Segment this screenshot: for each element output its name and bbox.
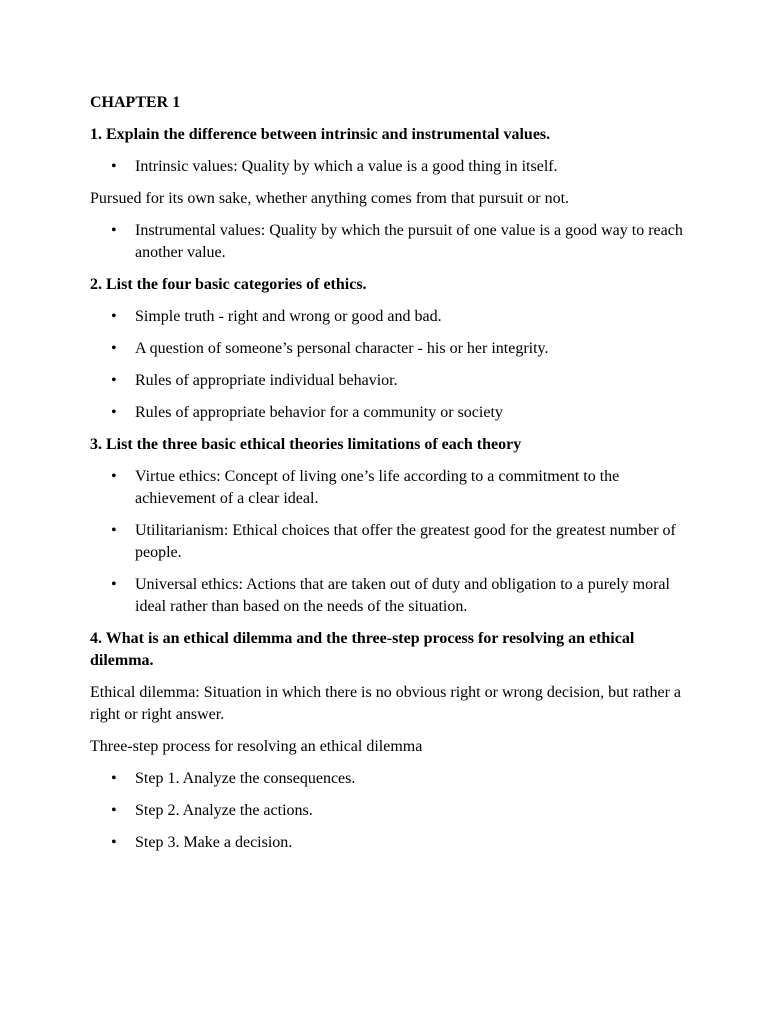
bullet-icon: •	[111, 576, 117, 593]
list-item	[90, 800, 690, 822]
question-2-list	[90, 306, 690, 424]
question-4-paragraph-1: Ethical dilemma: Situation in which there is no obvious right or wrong decision, but rather a right or right answer.	[90, 684, 681, 723]
list-item-text: Rules of appropriate behavior for a community or society	[135, 404, 503, 421]
question-1-paragraph: Pursued for its own sake, whether anything comes from that pursuit or not.	[90, 190, 570, 207]
question-3-heading: 3. List the three basic ethical theories limitations of each theory	[90, 436, 522, 453]
question-1-list-b	[90, 220, 690, 264]
question-1-heading: 1. Explain the difference between intrinsic and instrumental values.	[90, 126, 551, 143]
list-item-text: Step 3. Make a decision.	[135, 834, 293, 851]
question-4-heading: 4. What is an ethical dilemma and the three-step process for resolving an ethical dilemma.	[90, 630, 635, 669]
question-4-paragraph-2: Three-step process for resolving an ethical dilemma	[90, 738, 423, 755]
list-item-text: Simple truth - right and wrong or good and bad.	[135, 308, 442, 325]
list-item	[90, 832, 690, 854]
list-item	[90, 574, 690, 618]
bullet-icon: •	[111, 770, 117, 787]
list-item-text: Universal ethics: Actions that are taken out of duty and obligation to a purely moral ideal rather than based on the needs of the situation.	[135, 576, 670, 615]
question-3-list	[90, 466, 690, 618]
bullet-icon: •	[111, 468, 117, 485]
list-item-text: Intrinsic values: Quality by which a value is a good thing in itself.	[135, 158, 558, 175]
bullet-icon: •	[111, 834, 117, 851]
list-item	[90, 402, 690, 424]
list-item	[90, 370, 690, 392]
list-item-text: Rules of appropriate individual behavior.	[135, 372, 398, 389]
question-2-heading: 2. List the four basic categories of ethics.	[90, 276, 367, 293]
list-item	[90, 768, 690, 790]
list-item	[90, 220, 690, 264]
document-body	[90, 92, 690, 864]
list-item-text: Instrumental values: Quality by which the pursuit of one value is a good way to reach another value.	[135, 222, 683, 261]
bullet-icon: •	[111, 404, 117, 421]
bullet-icon: •	[111, 340, 117, 357]
list-item	[90, 466, 690, 510]
list-item-text: Utilitarianism: Ethical choices that offer the greatest good for the greatest number of people.	[135, 522, 676, 561]
bullet-icon: •	[111, 222, 117, 239]
bullet-icon: •	[111, 372, 117, 389]
list-item-text: Virtue ethics: Concept of living one’s life according to a commitment to the achievement of a clear ideal.	[135, 468, 620, 507]
list-item	[90, 156, 690, 178]
list-item	[90, 306, 690, 328]
list-item	[90, 520, 690, 564]
bullet-icon: •	[111, 802, 117, 819]
list-item	[90, 338, 690, 360]
chapter-title: CHAPTER 1	[90, 94, 181, 111]
bullet-icon: •	[111, 522, 117, 539]
list-item-text: Step 2. Analyze the actions.	[135, 802, 313, 819]
list-item-text: A question of someone’s personal character - his or her integrity.	[135, 340, 549, 357]
question-1-list-a	[90, 156, 690, 178]
bullet-icon: •	[111, 158, 117, 175]
question-4-list	[90, 768, 690, 854]
bullet-icon: •	[111, 308, 117, 325]
list-item-text: Step 1. Analyze the consequences.	[135, 770, 356, 787]
